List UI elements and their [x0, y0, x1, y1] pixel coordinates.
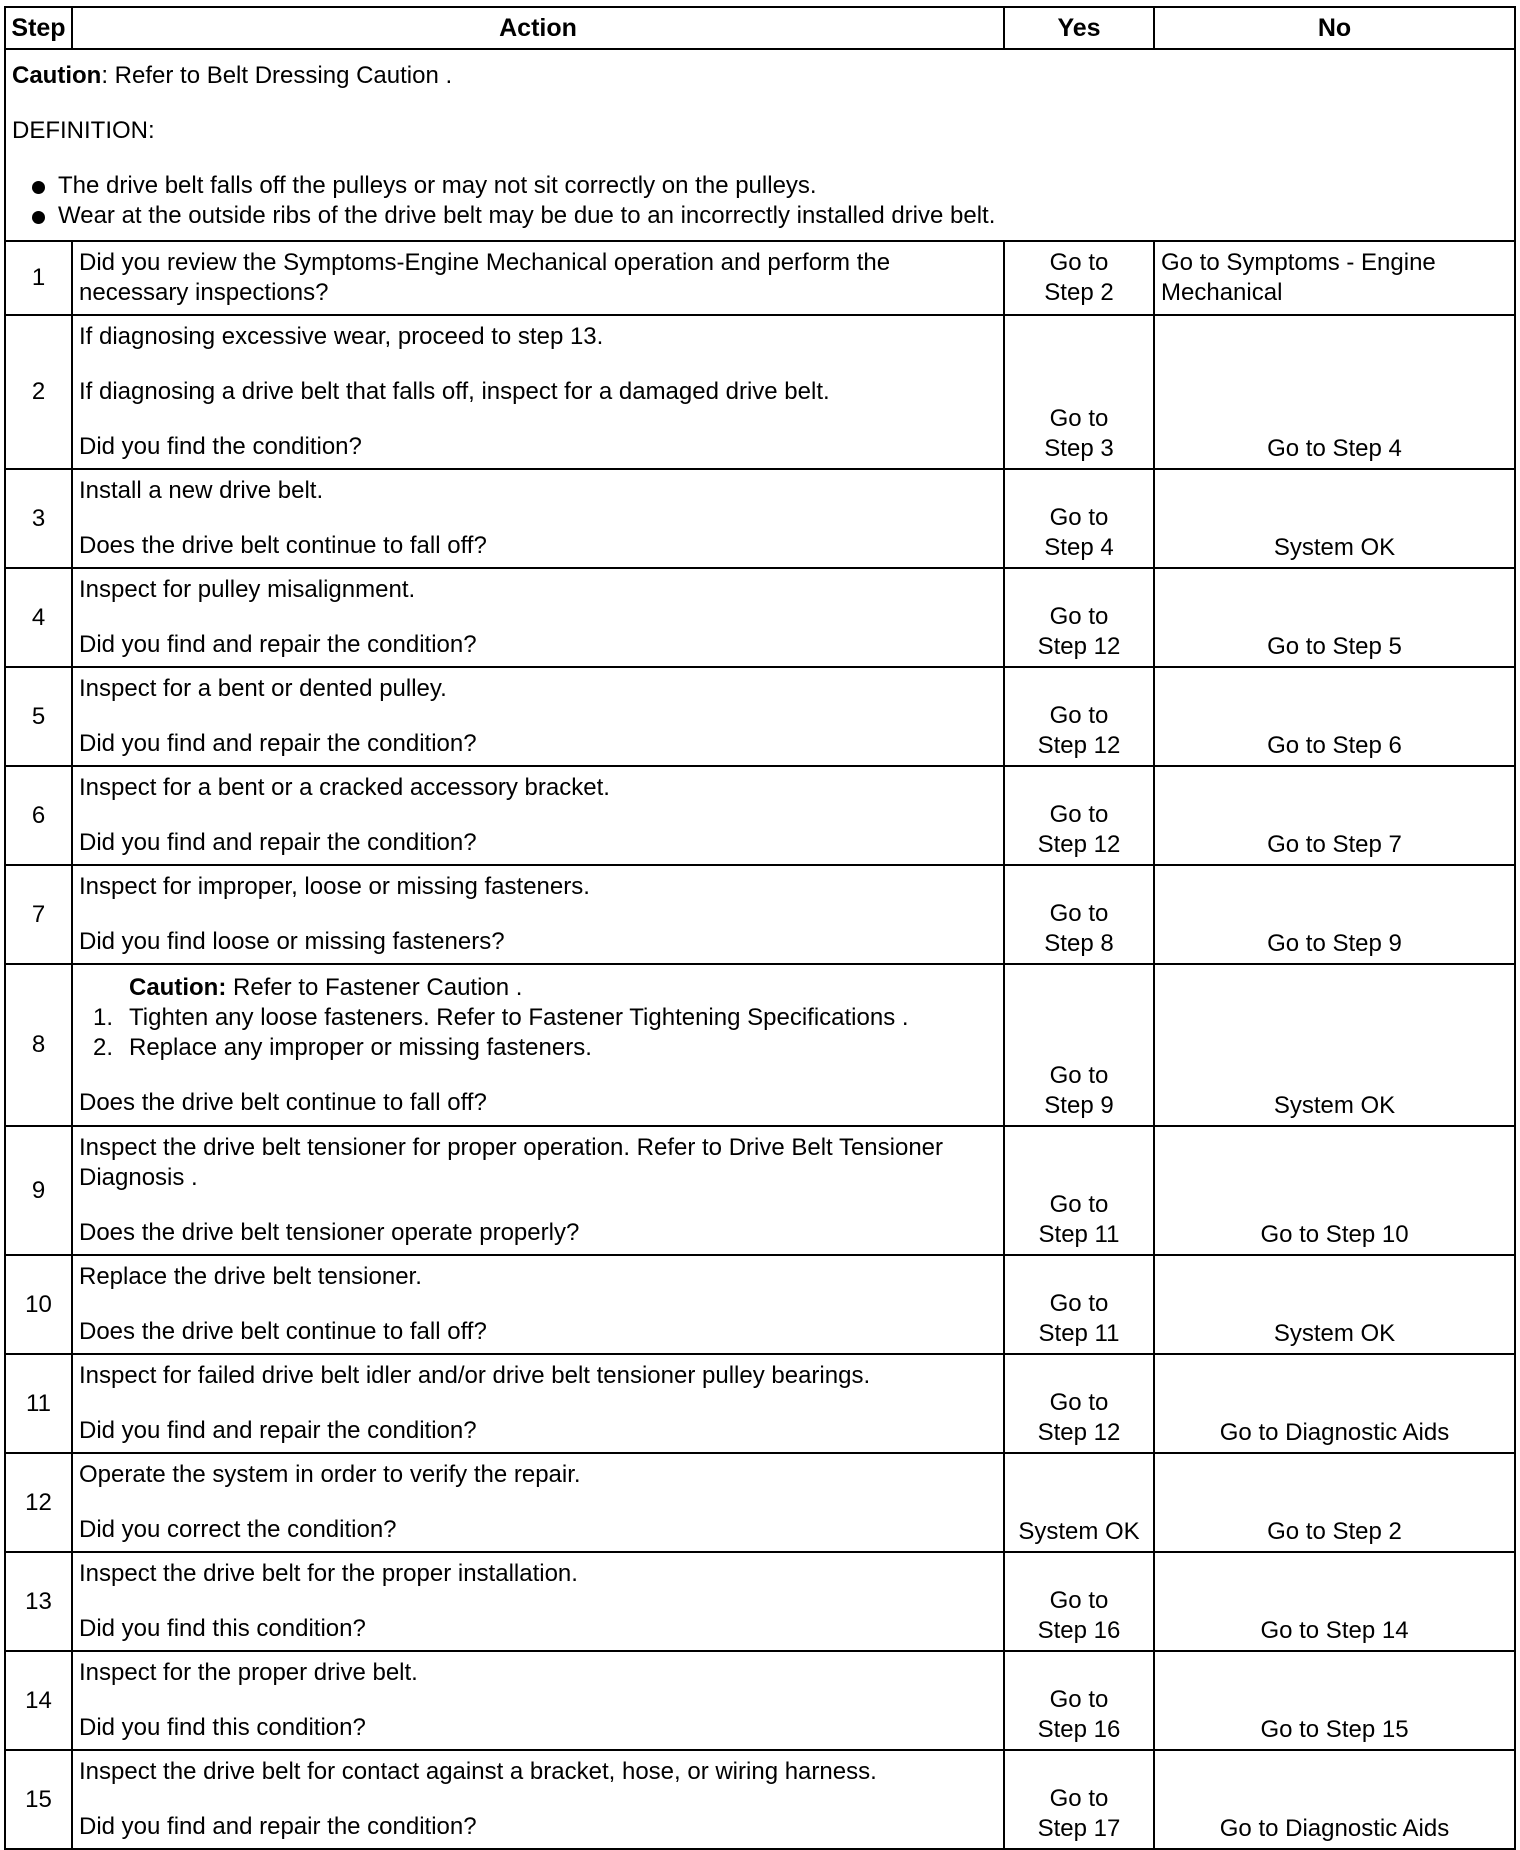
- step-number: 1: [5, 241, 72, 315]
- yes-cell: [1004, 1255, 1154, 1354]
- table-row: [5, 766, 1515, 865]
- list-number: 2.: [93, 1033, 114, 1061]
- no-cell: [1154, 315, 1515, 469]
- action-text: Inspect for a bent or dented pulley.: [79, 675, 447, 702]
- definition-bullet: [12, 201, 1508, 231]
- no-text: Go to Step 10: [1260, 1221, 1409, 1248]
- action-text: Inspect the drive belt for contact against a bracket, hose, or wiring harness.: [79, 1758, 877, 1785]
- action-text: Did you find and repair the condition?: [79, 1417, 477, 1444]
- table-row: [5, 1552, 1515, 1651]
- action-text: Did you find this condition?: [79, 1714, 366, 1741]
- step-number: 7: [5, 865, 72, 964]
- action-text: Inspect for a bent or a cracked accessory bracket.: [79, 774, 610, 801]
- diagnostic-table: [4, 6, 1516, 1850]
- yes-text: Step 11: [1038, 1320, 1120, 1347]
- table-row: [5, 1255, 1515, 1354]
- step-number: 4: [5, 568, 72, 667]
- no-text: Go to Step 7: [1267, 831, 1402, 858]
- table-row: [5, 1750, 1515, 1849]
- yes-text: Step 12: [1037, 633, 1121, 660]
- table-row: [5, 964, 1515, 1126]
- intro-caution: [12, 61, 1508, 91]
- step-number: 3: [5, 469, 72, 568]
- header-no: No: [1154, 7, 1515, 49]
- no-text: Go to Step 4: [1267, 435, 1402, 462]
- no-text: System OK: [1273, 1320, 1396, 1347]
- no-text: Go to Diagnostic Aids: [1219, 1419, 1450, 1446]
- action-text: Did you correct the condition?: [79, 1516, 397, 1543]
- yes-text: Go to: [1049, 1389, 1109, 1416]
- yes-cell: [1004, 1354, 1154, 1453]
- action-cell: [72, 568, 1004, 667]
- header-action: Action: [72, 7, 1004, 49]
- action-text: Did you find loose or missing fasteners?: [79, 928, 505, 955]
- action-text: Did you find and repair the condition?: [79, 829, 477, 856]
- no-cell: [1154, 1651, 1515, 1750]
- action-text: Did you review the Symptoms-Engine Mechanical operation and perform the necessary inspections?: [79, 249, 891, 306]
- action-cell: [72, 1552, 1004, 1651]
- caution-text: : Refer to Belt Dressing Caution .: [101, 62, 453, 89]
- yes-cell: [1004, 469, 1154, 568]
- yes-text: Go to: [1049, 702, 1109, 729]
- action-cell: [72, 1651, 1004, 1750]
- step-number: 2: [5, 315, 72, 469]
- bullet-text: The drive belt falls off the pulleys or may not sit correctly on the pulleys.: [58, 172, 817, 199]
- list-text: Tighten any loose fasteners. Refer to Fastener Tightening Specifications .: [129, 1003, 909, 1031]
- action-text: Replace the drive belt tensioner.: [79, 1263, 422, 1290]
- action-cell: [72, 469, 1004, 568]
- table-row: [5, 241, 1515, 315]
- no-cell: [1154, 241, 1515, 315]
- table-row: [5, 667, 1515, 766]
- list-text: Replace any improper or missing fasteners.: [129, 1033, 592, 1061]
- intro-row: [5, 49, 1515, 241]
- caution-label: Caution:: [129, 973, 227, 1001]
- yes-text: System OK: [1018, 1518, 1140, 1545]
- no-cell: [1154, 1453, 1515, 1552]
- no-text: Go to Step 14: [1260, 1617, 1409, 1644]
- table-row: [5, 1453, 1515, 1552]
- question-text: Does the drive belt continue to fall off?: [79, 1088, 487, 1116]
- yes-text: Go to: [1049, 1785, 1109, 1812]
- yes-cell: [1004, 1750, 1154, 1849]
- no-text: Go to Symptoms - Engine: [1161, 249, 1436, 276]
- no-text: Go to Step 15: [1260, 1716, 1409, 1743]
- numbered-list: [79, 1003, 995, 1063]
- header-step: Step: [5, 7, 72, 49]
- yes-cell: [1004, 568, 1154, 667]
- yes-cell: [1004, 1651, 1154, 1750]
- yes-text: Go to: [1049, 603, 1109, 630]
- definition-bullets: [12, 171, 1508, 231]
- action-cell: [72, 766, 1004, 865]
- yes-cell: [1004, 766, 1154, 865]
- action-text: Did you find and repair the condition?: [79, 631, 477, 658]
- header-row: [5, 7, 1515, 49]
- yes-text: Step 12: [1037, 831, 1121, 858]
- action-text: Did you find and repair the condition?: [79, 1813, 477, 1840]
- action-cell: [72, 964, 1004, 1126]
- step-number: 13: [5, 1552, 72, 1651]
- no-text: Go to Step 9: [1267, 930, 1402, 957]
- no-cell: [1154, 667, 1515, 766]
- no-cell: [1154, 568, 1515, 667]
- no-text: Mechanical: [1161, 279, 1283, 306]
- no-text: System OK: [1273, 534, 1396, 561]
- step-caution: [79, 973, 995, 1003]
- table-row: [5, 568, 1515, 667]
- step-number: 8: [5, 964, 72, 1126]
- action-cell: [72, 1750, 1004, 1849]
- yes-text: Go to: [1049, 801, 1109, 828]
- yes-text: Step 17: [1037, 1815, 1121, 1842]
- no-cell: [1154, 1255, 1515, 1354]
- step-number: 15: [5, 1750, 72, 1849]
- step-number: 14: [5, 1651, 72, 1750]
- definition-label: DEFINITION:: [12, 117, 155, 144]
- bullet-text: Wear at the outside ribs of the drive belt may be due to an incorrectly installed drive belt.: [58, 202, 996, 229]
- list-item: [79, 1033, 995, 1063]
- action-text: Inspect for the proper drive belt.: [79, 1659, 418, 1686]
- yes-text: Go to: [1049, 1062, 1109, 1089]
- yes-text: Step 4: [1044, 534, 1114, 561]
- action-text: Inspect the drive belt tensioner for proper operation. Refer to Drive Belt Tensioner Diagnosis .: [79, 1134, 944, 1191]
- no-text: Go to Step 6: [1267, 732, 1402, 759]
- yes-text: Go to: [1049, 1686, 1109, 1713]
- yes-cell: [1004, 964, 1154, 1126]
- yes-text: Go to: [1049, 405, 1109, 432]
- step-number: 11: [5, 1354, 72, 1453]
- no-cell: [1154, 1552, 1515, 1651]
- yes-text: Step 8: [1044, 930, 1114, 957]
- no-text: System OK: [1273, 1092, 1396, 1119]
- action-text: Does the drive belt continue to fall off?: [79, 532, 487, 559]
- action-text: Inspect the drive belt for the proper installation.: [79, 1560, 578, 1587]
- action-cell: [72, 241, 1004, 315]
- yes-text: Step 9: [1044, 1092, 1114, 1119]
- action-text: Inspect for failed drive belt idler and/or drive belt tensioner pulley bearings.: [79, 1362, 871, 1389]
- action-text: Did you find this condition?: [79, 1615, 366, 1642]
- yes-cell: [1004, 1453, 1154, 1552]
- yes-text: Step 16: [1037, 1617, 1121, 1644]
- step-number: 6: [5, 766, 72, 865]
- yes-text: Step 2: [1044, 279, 1114, 306]
- action-text: Install a new drive belt.: [79, 477, 324, 504]
- table-row: [5, 1651, 1515, 1750]
- yes-text: Step 11: [1038, 1221, 1120, 1248]
- action-text: Inspect for pulley misalignment.: [79, 576, 416, 603]
- no-cell: [1154, 1750, 1515, 1849]
- table-row: [5, 315, 1515, 469]
- bullet-icon: [32, 181, 45, 194]
- yes-text: Go to: [1049, 504, 1109, 531]
- action-cell: [72, 315, 1004, 469]
- yes-text: Go to: [1049, 249, 1109, 276]
- no-cell: [1154, 1354, 1515, 1453]
- action-text: If diagnosing a drive belt that falls off, inspect for a damaged drive belt.: [79, 378, 830, 405]
- action-cell: [72, 1453, 1004, 1552]
- caution-text: Refer to Fastener Caution .: [226, 973, 523, 1001]
- yes-cell: [1004, 241, 1154, 315]
- yes-cell: [1004, 315, 1154, 469]
- action-text: Does the drive belt continue to fall off?: [79, 1318, 487, 1345]
- bullet-icon: [32, 211, 45, 224]
- yes-text: Go to: [1049, 1290, 1109, 1317]
- no-cell: [1154, 469, 1515, 568]
- action-cell: [72, 667, 1004, 766]
- no-cell: [1154, 766, 1515, 865]
- no-cell: [1154, 1126, 1515, 1255]
- no-text: Go to Diagnostic Aids: [1219, 1815, 1450, 1842]
- header-yes: Yes: [1004, 7, 1154, 49]
- no-text: Go to Step 2: [1267, 1518, 1402, 1545]
- yes-cell: [1004, 667, 1154, 766]
- step-number: 5: [5, 667, 72, 766]
- table-row: [5, 1126, 1515, 1255]
- action-cell: [72, 1255, 1004, 1354]
- table-row: [5, 1354, 1515, 1453]
- yes-text: Go to: [1049, 900, 1109, 927]
- no-cell: [1154, 964, 1515, 1126]
- action-cell: [72, 1126, 1004, 1255]
- yes-text: Go to: [1049, 1587, 1109, 1614]
- action-text: Inspect for improper, loose or missing fasteners.: [79, 873, 590, 900]
- action-cell: [72, 865, 1004, 964]
- step-number: 9: [5, 1126, 72, 1255]
- yes-cell: [1004, 865, 1154, 964]
- definition-bullet: [12, 171, 1508, 201]
- no-cell: [1154, 865, 1515, 964]
- action-text: If diagnosing excessive wear, proceed to step 13.: [79, 323, 604, 350]
- step-number: 12: [5, 1453, 72, 1552]
- list-item: [79, 1003, 995, 1033]
- action-text: Did you find the condition?: [79, 433, 362, 460]
- list-number: 1.: [93, 1003, 114, 1031]
- yes-text: Go to: [1049, 1191, 1109, 1218]
- step-number: 10: [5, 1255, 72, 1354]
- yes-text: Step 12: [1037, 732, 1121, 759]
- table-row: [5, 469, 1515, 568]
- yes-text: Step 12: [1037, 1419, 1121, 1446]
- action-text: Did you find and repair the condition?: [79, 730, 477, 757]
- yes-text: Step 3: [1044, 435, 1114, 462]
- table-row: [5, 865, 1515, 964]
- yes-text: Step 16: [1037, 1716, 1121, 1743]
- action-text: Operate the system in order to verify the repair.: [79, 1461, 581, 1488]
- caution-label: Caution: [12, 62, 102, 89]
- yes-cell: [1004, 1126, 1154, 1255]
- yes-cell: [1004, 1552, 1154, 1651]
- no-text: Go to Step 5: [1267, 633, 1402, 660]
- intro-cell: [5, 49, 1515, 241]
- action-text: Does the drive belt tensioner operate properly?: [79, 1219, 580, 1246]
- action-cell: [72, 1354, 1004, 1453]
